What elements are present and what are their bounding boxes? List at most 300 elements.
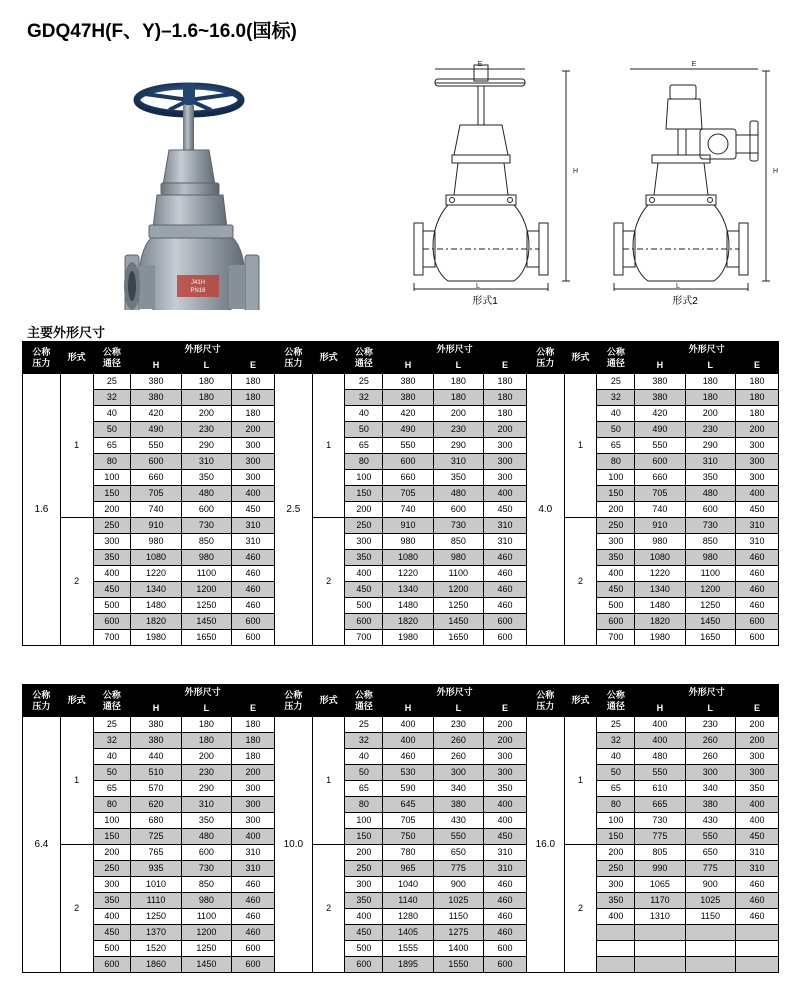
cell-bore: 250: [597, 518, 635, 534]
cell-dim-e: 180: [736, 374, 779, 390]
cell-dim-l: 230: [181, 765, 231, 781]
cell-dim-l: 300: [433, 765, 483, 781]
cell-dim-h: [635, 957, 685, 973]
header-dim-l: L: [685, 701, 735, 717]
cell-bore: 700: [597, 630, 635, 646]
cell-bore: 32: [93, 733, 131, 749]
cell-bore: 150: [345, 486, 383, 502]
cell-bore: 50: [597, 765, 635, 781]
cell-bore: 25: [597, 717, 635, 733]
cell-dim-l: 1550: [433, 957, 483, 973]
cell-dim-h: 600: [383, 454, 433, 470]
cell-dim-e: 310: [484, 861, 527, 877]
cell-dim-e: 310: [232, 518, 275, 534]
cell-pressure: 10.0: [274, 717, 312, 973]
cell-dim-l: 1275: [433, 925, 483, 941]
cell-bore: 300: [345, 877, 383, 893]
cell-dim-e: 450: [232, 502, 275, 518]
cell-pressure: 1.6: [23, 374, 61, 646]
cell-dim-e: 310: [484, 518, 527, 534]
cell-bore: 65: [597, 781, 635, 797]
cell-dim-e: 300: [736, 749, 779, 765]
cell-dim-e: 600: [484, 941, 527, 957]
header-bore: 公称 通径: [345, 685, 383, 717]
cell-dim-e: 300: [736, 765, 779, 781]
table-row: [23, 374, 779, 390]
cell-bore: 500: [345, 941, 383, 957]
cell-dim-e: 180: [232, 717, 275, 733]
svg-text:E: E: [691, 61, 697, 68]
cell-dim-l: 430: [685, 813, 735, 829]
cell-dim-e: [736, 941, 779, 957]
cell-dim-e: 460: [736, 550, 779, 566]
cell-dim-e: 310: [232, 861, 275, 877]
cell-dim-e: 300: [232, 781, 275, 797]
cell-dim-e: 450: [484, 502, 527, 518]
cell-bore: 32: [345, 733, 383, 749]
cell-form: 2: [60, 518, 93, 646]
cell-bore: 300: [345, 534, 383, 550]
cell-dim-h: 660: [635, 470, 685, 486]
header-dim-l: L: [433, 701, 483, 717]
cell-form: 2: [312, 845, 345, 973]
table-row: [23, 518, 779, 534]
cell-dim-e: 400: [736, 486, 779, 502]
cell-bore: 450: [345, 582, 383, 598]
cell-dim-l: 900: [433, 877, 483, 893]
cell-dim-h: 1340: [131, 582, 181, 598]
cell-dim-e: 300: [232, 454, 275, 470]
table-row: [23, 390, 779, 406]
header-dim-h: H: [383, 701, 433, 717]
header-dim-h: H: [383, 358, 433, 374]
cell-dim-e: 460: [736, 893, 779, 909]
cell-dim-h: 590: [383, 781, 433, 797]
cell-dim-l: 180: [433, 374, 483, 390]
cell-dim-h: 1340: [383, 582, 433, 598]
cell-dim-l: 290: [433, 438, 483, 454]
cell-dim-e: 460: [232, 925, 275, 941]
header-pressure: 公称 压力: [274, 342, 312, 374]
cell-dim-l: 350: [181, 813, 231, 829]
cell-bore: 32: [345, 390, 383, 406]
cell-bore: 25: [93, 374, 131, 390]
cell-dim-e: 200: [484, 733, 527, 749]
cell-dim-l: 180: [181, 733, 231, 749]
header-dim-l: L: [181, 358, 231, 374]
cell-dim-l: 600: [181, 502, 231, 518]
cell-dim-e: 460: [484, 598, 527, 614]
cell-dim-h: 980: [635, 534, 685, 550]
header-dim-e: E: [232, 701, 275, 717]
cell-dim-e: 460: [484, 566, 527, 582]
cell-dim-h: 490: [635, 422, 685, 438]
cell-bore: 50: [93, 422, 131, 438]
cell-dim-l: 730: [433, 518, 483, 534]
cell-dim-e: 450: [484, 829, 527, 845]
cell-dim-e: 400: [232, 486, 275, 502]
cell-bore: 65: [597, 438, 635, 454]
cell-dim-l: 310: [433, 454, 483, 470]
cell-dim-l: 1450: [433, 614, 483, 630]
cell-bore: 100: [93, 813, 131, 829]
cell-bore: 350: [93, 550, 131, 566]
valve-photo: [65, 50, 315, 310]
cell-bore: 400: [597, 566, 635, 582]
cell-dim-l: 260: [685, 749, 735, 765]
cell-bore: 100: [597, 813, 635, 829]
header-pressure: 公称 压力: [274, 685, 312, 717]
cell-dim-e: 180: [484, 390, 527, 406]
dimensions-table-1: [22, 341, 779, 646]
cell-dim-e: 350: [484, 781, 527, 797]
table-row: [23, 749, 779, 765]
cell-bore: 32: [597, 390, 635, 406]
cell-dim-e: 310: [736, 845, 779, 861]
cell-dim-l: 1650: [433, 630, 483, 646]
cell-bore: 400: [345, 566, 383, 582]
table-row: [23, 733, 779, 749]
cell-bore: 50: [345, 765, 383, 781]
cell-dim-h: 440: [131, 749, 181, 765]
cell-dim-e: 180: [484, 406, 527, 422]
cell-dim-l: 230: [685, 717, 735, 733]
cell-dim-l: 1400: [433, 941, 483, 957]
cell-bore: 200: [345, 502, 383, 518]
cell-dim-l: 200: [181, 406, 231, 422]
cell-dim-e: 350: [736, 781, 779, 797]
cell-dim-l: 200: [181, 749, 231, 765]
cell-dim-l: 730: [181, 518, 231, 534]
header-dim-h: H: [635, 358, 685, 374]
cell-dim-h: 750: [383, 829, 433, 845]
svg-text:L: L: [676, 283, 680, 290]
cell-dim-h: 1340: [635, 582, 685, 598]
cell-bore: [597, 941, 635, 957]
cell-dim-e: 460: [736, 582, 779, 598]
cell-dim-h: 1980: [383, 630, 433, 646]
cell-bore: 450: [93, 925, 131, 941]
cell-bore: 80: [597, 454, 635, 470]
dimensions-table-1-wrapper: [22, 341, 779, 646]
table-row: [23, 566, 779, 582]
cell-form: 1: [60, 717, 93, 845]
cell-dim-e: 460: [232, 582, 275, 598]
cell-dim-h: 400: [383, 733, 433, 749]
cell-dim-l: 180: [181, 390, 231, 406]
cell-dim-h: 460: [383, 749, 433, 765]
cell-dim-h: 645: [383, 797, 433, 813]
table-row: [23, 534, 779, 550]
cell-form: 2: [60, 845, 93, 973]
cell-dim-l: 310: [685, 454, 735, 470]
header-outline-dims: 外形尺寸: [131, 685, 275, 701]
cell-form: 1: [312, 374, 345, 518]
cell-bore: 40: [93, 749, 131, 765]
cell-dim-l: 1250: [181, 598, 231, 614]
cell-form: 2: [564, 518, 597, 646]
cell-dim-h: 660: [383, 470, 433, 486]
cell-dim-l: 600: [685, 502, 735, 518]
cell-dim-h: 705: [635, 486, 685, 502]
cell-dim-h: 965: [383, 861, 433, 877]
cell-dim-l: 775: [433, 861, 483, 877]
cell-dim-h: 740: [635, 502, 685, 518]
cell-bore: 150: [93, 486, 131, 502]
valve-drawing-form-1: [390, 55, 580, 305]
cell-dim-h: 705: [383, 813, 433, 829]
cell-dim-l: 290: [685, 438, 735, 454]
table-row: [23, 765, 779, 781]
cell-pressure: 2.5: [274, 374, 312, 646]
cell-dim-h: 1250: [131, 909, 181, 925]
table-row: [23, 781, 779, 797]
cell-dim-l: 980: [433, 550, 483, 566]
cell-dim-h: 1820: [131, 614, 181, 630]
cell-dim-e: 180: [232, 406, 275, 422]
cell-dim-l: 1200: [685, 582, 735, 598]
cell-dim-h: 600: [131, 454, 181, 470]
header-form: 形式: [60, 342, 93, 374]
header-dim-e: E: [484, 358, 527, 374]
cell-dim-l: 230: [433, 422, 483, 438]
cell-dim-l: 1250: [685, 598, 735, 614]
cell-dim-h: 570: [131, 781, 181, 797]
table-row: [23, 630, 779, 646]
table-row: [23, 502, 779, 518]
cell-bore: 250: [93, 518, 131, 534]
cell-dim-h: 980: [131, 534, 181, 550]
cell-bore: 40: [345, 749, 383, 765]
header-dim-e: E: [484, 701, 527, 717]
table-row: [23, 829, 779, 845]
cell-dim-e: 600: [232, 957, 275, 973]
cell-dim-e: 180: [232, 390, 275, 406]
cell-bore: 400: [93, 909, 131, 925]
cell-bore: 350: [93, 893, 131, 909]
cell-dim-l: 340: [685, 781, 735, 797]
cell-dim-l: 350: [181, 470, 231, 486]
cell-dim-e: 200: [484, 717, 527, 733]
cell-dim-l: 480: [685, 486, 735, 502]
cell-dim-h: 530: [383, 765, 433, 781]
cell-dim-h: 1555: [383, 941, 433, 957]
table-row: [23, 550, 779, 566]
cell-dim-l: 550: [685, 829, 735, 845]
drawing2-caption: 形式2: [672, 296, 698, 307]
cell-dim-l: 350: [685, 470, 735, 486]
cell-dim-e: 200: [232, 765, 275, 781]
table-row: [23, 813, 779, 829]
cell-dim-e: 400: [736, 797, 779, 813]
cell-dim-e: 600: [484, 957, 527, 973]
cell-dim-h: 775: [635, 829, 685, 845]
cell-bore: 65: [93, 438, 131, 454]
cell-dim-h: 1110: [131, 893, 181, 909]
cell-dim-l: [685, 957, 735, 973]
header-pressure: 公称 压力: [526, 342, 564, 374]
cell-dim-e: 180: [484, 374, 527, 390]
cell-dim-e: 600: [736, 630, 779, 646]
header-bore: 公称 通径: [93, 685, 131, 717]
cell-dim-l: 850: [433, 534, 483, 550]
cell-bore: 40: [93, 406, 131, 422]
cell-form: 1: [564, 717, 597, 845]
cell-dim-h: 550: [635, 438, 685, 454]
table-row: [23, 941, 779, 957]
header-outline-dims: 外形尺寸: [383, 685, 527, 701]
cell-dim-h: 765: [131, 845, 181, 861]
cell-dim-h: 420: [383, 406, 433, 422]
cell-dim-l: 1200: [433, 582, 483, 598]
cell-dim-e: 200: [736, 717, 779, 733]
cell-dim-e: [736, 925, 779, 941]
cell-dim-l: 1100: [181, 909, 231, 925]
cell-dim-l: 260: [433, 749, 483, 765]
cell-bore: 100: [93, 470, 131, 486]
cell-dim-e: 600: [232, 941, 275, 957]
cell-bore: 300: [597, 877, 635, 893]
cell-dim-l: 260: [685, 733, 735, 749]
cell-dim-e: 460: [484, 893, 527, 909]
cell-dim-h: 400: [635, 717, 685, 733]
cell-dim-h: 380: [383, 390, 433, 406]
cell-dim-l: 900: [685, 877, 735, 893]
cell-dim-l: 1100: [685, 566, 735, 582]
cell-dim-e: 300: [232, 797, 275, 813]
cell-dim-l: 980: [685, 550, 735, 566]
header-dim-h: H: [131, 701, 181, 717]
cell-dim-h: 1170: [635, 893, 685, 909]
cell-dim-e: 460: [736, 877, 779, 893]
cell-dim-l: 480: [433, 486, 483, 502]
cell-dim-h: 1310: [635, 909, 685, 925]
cell-dim-e: 460: [232, 566, 275, 582]
cell-dim-l: 180: [685, 390, 735, 406]
cell-dim-e: 460: [232, 877, 275, 893]
cell-dim-h: 730: [635, 813, 685, 829]
cell-dim-e: 300: [484, 749, 527, 765]
table-row: [23, 925, 779, 941]
cell-dim-h: 610: [635, 781, 685, 797]
cell-dim-h: 740: [383, 502, 433, 518]
figure-row: [20, 45, 785, 310]
table-row: [23, 893, 779, 909]
cell-dim-l: 1025: [685, 893, 735, 909]
cell-dim-h: [635, 941, 685, 957]
section-title: 主要外形尺寸: [27, 325, 106, 340]
cell-dim-e: 460: [484, 909, 527, 925]
cell-dim-e: 450: [736, 502, 779, 518]
cell-dim-e: 180: [736, 390, 779, 406]
cell-bore: 450: [345, 925, 383, 941]
cell-bore: 150: [597, 829, 635, 845]
cell-dim-h: 980: [383, 534, 433, 550]
cell-bore: 25: [93, 717, 131, 733]
table-row: [23, 582, 779, 598]
cell-dim-h: 935: [131, 861, 181, 877]
table-row: [23, 845, 779, 861]
cell-dim-l: 430: [433, 813, 483, 829]
cell-dim-h: 1860: [131, 957, 181, 973]
cell-dim-e: 300: [736, 470, 779, 486]
cell-bore: 300: [597, 534, 635, 550]
cell-dim-l: 1250: [433, 598, 483, 614]
cell-bore: 400: [345, 909, 383, 925]
cell-dim-l: 650: [433, 845, 483, 861]
cell-dim-h: 1820: [383, 614, 433, 630]
cell-bore: 600: [93, 614, 131, 630]
cell-dim-e: 460: [484, 877, 527, 893]
cell-dim-h: 1520: [131, 941, 181, 957]
cell-dim-h: 705: [383, 486, 433, 502]
cell-dim-h: 380: [635, 390, 685, 406]
cell-bore: 350: [597, 893, 635, 909]
cell-dim-l: 1200: [181, 925, 231, 941]
header-bore: 公称 通径: [93, 342, 131, 374]
cell-dim-l: 290: [181, 438, 231, 454]
cell-dim-e: 600: [484, 614, 527, 630]
cell-bore: 500: [345, 598, 383, 614]
cell-bore: 32: [597, 733, 635, 749]
cell-dim-h: 1010: [131, 877, 181, 893]
cell-dim-l: 200: [685, 406, 735, 422]
header-bore: 公称 通径: [345, 342, 383, 374]
cell-dim-e: 200: [736, 422, 779, 438]
cell-bore: 25: [597, 374, 635, 390]
cell-pressure: 6.4: [23, 717, 61, 973]
cell-bore: 65: [345, 438, 383, 454]
cell-bore: 80: [345, 797, 383, 813]
cell-dim-h: 420: [131, 406, 181, 422]
cell-dim-h: 1405: [383, 925, 433, 941]
cell-dim-l: 310: [181, 797, 231, 813]
cell-bore: 500: [597, 598, 635, 614]
cell-bore: 80: [93, 454, 131, 470]
table-row: [23, 598, 779, 614]
cell-dim-h: 1480: [635, 598, 685, 614]
cell-dim-h: 380: [131, 390, 181, 406]
cell-dim-e: [736, 957, 779, 973]
cell-dim-l: 230: [181, 422, 231, 438]
cell-dim-e: 200: [736, 733, 779, 749]
cell-dim-e: 310: [736, 861, 779, 877]
cell-dim-e: 300: [736, 454, 779, 470]
cell-dim-e: 300: [484, 470, 527, 486]
cell-dim-l: 480: [181, 486, 231, 502]
cell-dim-e: 300: [232, 438, 275, 454]
cell-dim-h: 550: [131, 438, 181, 454]
cell-bore: 350: [345, 893, 383, 909]
cell-dim-e: 460: [736, 598, 779, 614]
cell-dim-e: 460: [232, 598, 275, 614]
drawing1-caption: 形式1: [472, 296, 498, 307]
cell-dim-l: 550: [433, 829, 483, 845]
header-form: 形式: [60, 685, 93, 717]
table-row: [23, 717, 779, 733]
cell-dim-e: 460: [484, 925, 527, 941]
cell-bore: 500: [93, 598, 131, 614]
cell-dim-h: 1040: [383, 877, 433, 893]
table-row: [23, 614, 779, 630]
cell-dim-l: 1100: [433, 566, 483, 582]
cell-dim-h: 620: [131, 797, 181, 813]
header-dim-l: L: [433, 358, 483, 374]
cell-dim-h: 380: [131, 717, 181, 733]
cell-bore: 100: [345, 470, 383, 486]
cell-dim-e: 310: [232, 534, 275, 550]
cell-bore: 350: [597, 550, 635, 566]
